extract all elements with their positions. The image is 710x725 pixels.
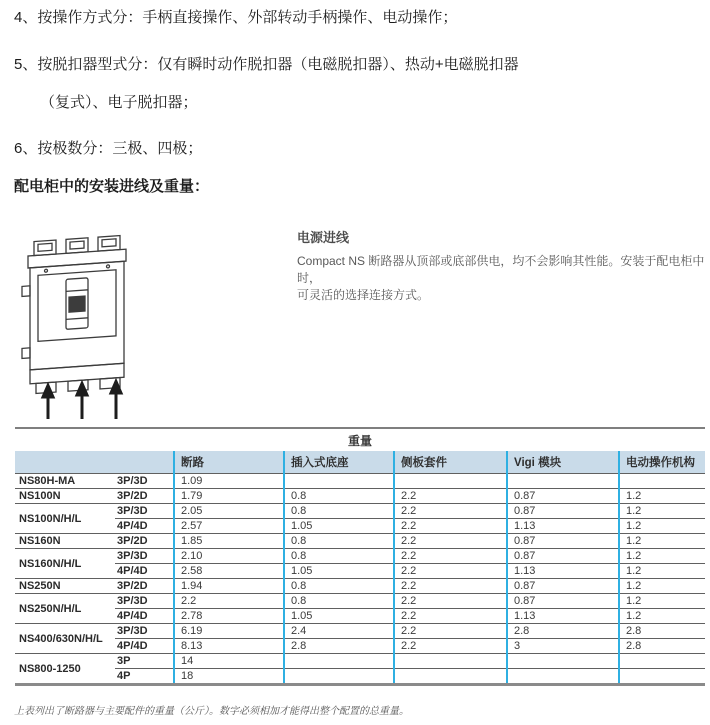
table-row — [15, 579, 705, 594]
table-row — [15, 669, 705, 684]
column-header-breaker: 断路 — [174, 451, 284, 474]
table-row — [15, 534, 705, 549]
cell-motor-weight: 1.2 — [619, 564, 705, 579]
cell-vigi-weight: 0.87 — [507, 534, 619, 549]
cell-poles: 3P/3D — [115, 474, 174, 489]
table-row — [15, 504, 705, 519]
cell-plug-in-base-weight: 1.05 — [284, 564, 394, 579]
table-row — [15, 609, 705, 624]
list-item-5: 5、按脱扣器型式分：仅有瞬时动作脱扣器（电磁脱扣器）、热动+电磁脱扣器 — [14, 56, 519, 73]
cell-vigi-weight: 1.13 — [507, 609, 619, 624]
column-header-motor-operator: 电动操作机构 — [619, 451, 705, 474]
table-row — [15, 549, 705, 564]
cell-breaker-weight: 1.94 — [174, 579, 284, 594]
cell-plug-in-base-weight: 1.05 — [284, 519, 394, 534]
cell-plug-in-base-weight: 0.8 — [284, 594, 394, 609]
cell-breaker-weight: 8.13 — [174, 639, 284, 654]
cell-motor-weight: 1.2 — [619, 579, 705, 594]
cell-breaker-weight: 2.05 — [174, 504, 284, 519]
cell-poles: 3P/2D — [115, 579, 174, 594]
cell-plug-in-base-weight: 1.05 — [284, 609, 394, 624]
column-header-plug-in-base: 插入式底座 — [284, 451, 394, 474]
section-heading: 配电柜中的安装进线及重量： — [14, 178, 210, 195]
cell-vigi-weight: 3 — [507, 639, 619, 654]
cell-side-plate-weight: 2.2 — [394, 639, 507, 654]
cell-side-plate-weight: 2.2 — [394, 594, 507, 609]
cell-plug-in-base-weight: 0.8 — [284, 534, 394, 549]
cell-motor-weight: 1.2 — [619, 609, 705, 624]
cell-breaker-weight: 2.78 — [174, 609, 284, 624]
cell-motor-weight: 1.2 — [619, 489, 705, 504]
figure-row — [0, 224, 710, 426]
cell-vigi-weight — [507, 669, 619, 684]
cell-side-plate-weight: 2.2 — [394, 549, 507, 564]
cell-motor-weight — [619, 474, 705, 489]
cell-plug-in-base-weight: 0.8 — [284, 579, 394, 594]
cell-motor-weight: 2.8 — [619, 624, 705, 639]
cell-side-plate-weight: 2.2 — [394, 489, 507, 504]
cell-plug-in-base-weight — [284, 669, 394, 684]
bottom-supply-arrows-icon — [42, 379, 123, 419]
table-row — [15, 654, 705, 669]
cell-model: NS100N — [15, 489, 115, 504]
cell-motor-weight: 1.2 — [619, 534, 705, 549]
list-item-6: 6、按极数分：三极、四极； — [14, 140, 203, 157]
cell-motor-weight: 1.2 — [619, 519, 705, 534]
circuit-breaker-drawing — [8, 224, 148, 424]
cell-breaker-weight: 14 — [174, 654, 284, 669]
cell-breaker-weight: 18 — [174, 669, 284, 684]
cell-vigi-weight: 0.87 — [507, 489, 619, 504]
cell-vigi-weight: 0.87 — [507, 504, 619, 519]
cell-side-plate-weight: 2.2 — [394, 519, 507, 534]
table-row — [15, 474, 705, 489]
table-row — [15, 624, 705, 639]
breaker-figure — [0, 224, 297, 424]
cell-poles: 3P/2D — [115, 534, 174, 549]
cell-side-plate-weight — [394, 669, 507, 684]
cell-poles: 3P/2D — [115, 489, 174, 504]
cell-plug-in-base-weight: 0.8 — [284, 489, 394, 504]
header-row — [15, 451, 705, 474]
cell-side-plate-weight: 2.2 — [394, 504, 507, 519]
cell-vigi-weight — [507, 474, 619, 489]
weight-table — [15, 427, 705, 686]
cell-breaker-weight: 2.58 — [174, 564, 284, 579]
cell-poles: 3P/3D — [115, 624, 174, 639]
cell-motor-weight: 1.2 — [619, 594, 705, 609]
cell-motor-weight — [619, 669, 705, 684]
cell-breaker-weight: 1.85 — [174, 534, 284, 549]
column-header-vigi-module: Vigi 模块 — [507, 451, 619, 474]
column-header-poles — [115, 451, 174, 474]
cell-motor-weight — [619, 654, 705, 669]
cell-side-plate-weight — [394, 474, 507, 489]
cell-model: NS80H-MA — [15, 474, 115, 489]
cell-motor-weight: 2.8 — [619, 639, 705, 654]
cell-plug-in-base-weight — [284, 474, 394, 489]
cell-vigi-weight: 0.87 — [507, 594, 619, 609]
table-row — [15, 519, 705, 534]
weight-data-table — [15, 451, 705, 683]
cell-model: NS800-1250 — [15, 654, 115, 684]
cell-motor-weight: 1.2 — [619, 549, 705, 564]
cell-poles: 4P — [115, 669, 174, 684]
table-row — [15, 639, 705, 654]
cell-model: NS400/630N/H/L — [15, 624, 115, 654]
cell-model: NS160N — [15, 534, 115, 549]
cell-model: NS250N/H/L — [15, 594, 115, 624]
cell-side-plate-weight: 2.2 — [394, 564, 507, 579]
column-header-model — [15, 451, 115, 474]
cell-plug-in-base-weight — [284, 654, 394, 669]
cell-poles: 3P/3D — [115, 504, 174, 519]
cell-vigi-weight — [507, 654, 619, 669]
cell-poles: 4P/4D — [115, 639, 174, 654]
cell-breaker-weight: 1.09 — [174, 474, 284, 489]
cell-breaker-weight: 2.57 — [174, 519, 284, 534]
cell-poles: 4P/4D — [115, 519, 174, 534]
cell-model: NS100N/H/L — [15, 504, 115, 534]
weight-table-title: 重量 — [347, 434, 372, 448]
cell-breaker-weight: 6.19 — [174, 624, 284, 639]
table-row — [15, 594, 705, 609]
cell-poles: 4P/4D — [115, 609, 174, 624]
cell-plug-in-base-weight: 0.8 — [284, 549, 394, 564]
column-header-side-plate-kit: 侧板套件 — [394, 451, 507, 474]
breaker-body — [22, 235, 126, 394]
table-footnote: 上表列出了断路器与主要配件的重量（公斤）。数字必须相加才能得出整个配置的总重量。 — [14, 706, 409, 717]
description-line-2: 可灵活的选择连接方式。 — [297, 288, 430, 302]
cell-vigi-weight: 1.13 — [507, 519, 619, 534]
cell-plug-in-base-weight: 0.8 — [284, 504, 394, 519]
list-item-5-continued: （复式）、电子脱扣器； — [40, 94, 198, 111]
cell-plug-in-base-weight: 2.4 — [284, 624, 394, 639]
cell-model: NS160N/H/L — [15, 549, 115, 579]
description-line-1: Compact NS 断路器从顶部或底部供电，均不会影响其性能。安装于配电柜中时， — [297, 254, 705, 285]
cell-side-plate-weight: 2.2 — [394, 624, 507, 639]
cell-poles: 3P/3D — [115, 594, 174, 609]
cell-side-plate-weight: 2.2 — [394, 579, 507, 594]
cell-vigi-weight: 1.13 — [507, 564, 619, 579]
cell-vigi-weight: 2.8 — [507, 624, 619, 639]
power-inlet-text — [297, 224, 710, 304]
cell-vigi-weight: 0.87 — [507, 549, 619, 564]
cell-plug-in-base-weight: 2.8 — [284, 639, 394, 654]
cell-motor-weight: 1.2 — [619, 504, 705, 519]
cell-poles: 3P — [115, 654, 174, 669]
cell-poles: 3P/3D — [115, 549, 174, 564]
cell-side-plate-weight — [394, 654, 507, 669]
cell-breaker-weight: 2.2 — [174, 594, 284, 609]
table-row — [15, 564, 705, 579]
cell-vigi-weight: 0.87 — [507, 579, 619, 594]
cell-breaker-weight: 2.10 — [174, 549, 284, 564]
cell-model: NS250N — [15, 579, 115, 594]
cell-side-plate-weight: 2.2 — [394, 534, 507, 549]
table-row — [15, 489, 705, 504]
cell-breaker-weight: 1.79 — [174, 489, 284, 504]
power-inlet-title: 电源进线 — [297, 230, 350, 245]
cell-side-plate-weight: 2.2 — [394, 609, 507, 624]
cell-poles: 4P/4D — [115, 564, 174, 579]
power-inlet-description — [297, 253, 710, 304]
list-item-4: 4、按操作方式分：手柄直接操作、外部转动手柄操作、电动操作； — [14, 9, 458, 26]
